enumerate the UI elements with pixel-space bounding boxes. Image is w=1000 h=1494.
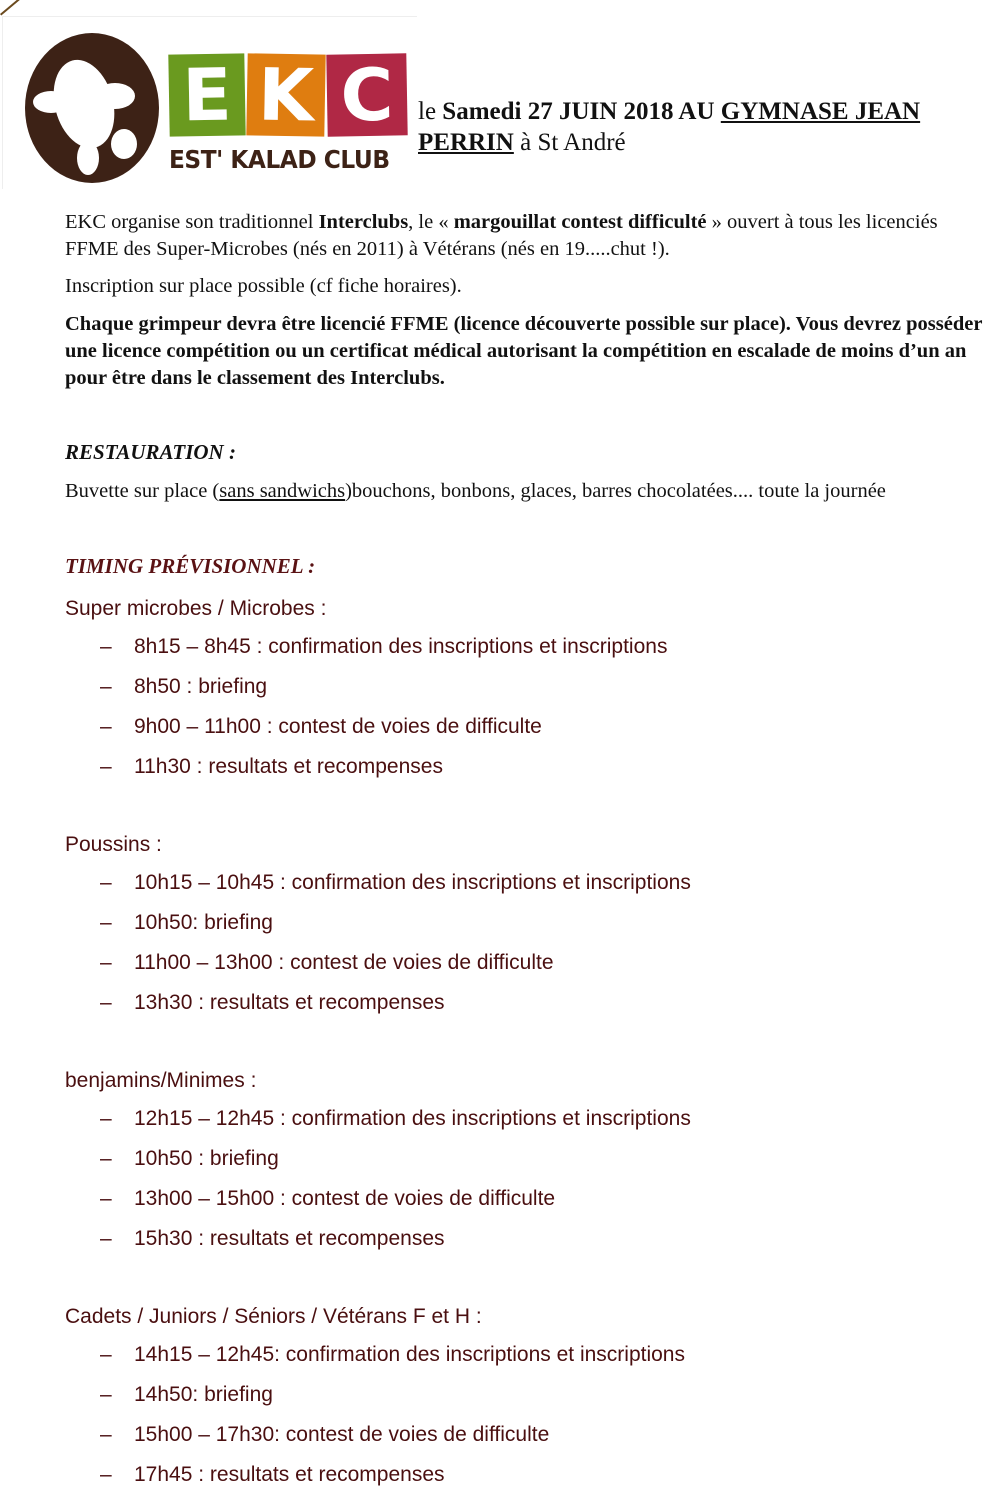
schedule-item xyxy=(100,715,542,739)
dash-bullet-icon: – xyxy=(100,1107,112,1130)
schedule-item xyxy=(100,911,273,935)
dash-bullet-icon: – xyxy=(100,991,112,1014)
contest-name: margouillat contest difficulté xyxy=(453,211,707,233)
license-requirement: Chaque grimpeur devra être licencié FFME (licence découverte possible sur place). Vous devrez posséder une licence compétition ou un certificat médical autorisant la compétition en escalade de moins d’un an pour être dans le classement des Interclubs. xyxy=(65,313,983,389)
gecko-emblem-icon xyxy=(25,33,159,183)
dash-bullet-icon: – xyxy=(100,871,112,894)
schedule-item xyxy=(100,755,443,779)
schedule-item xyxy=(100,991,445,1015)
dash-bullet-icon: – xyxy=(100,1227,112,1250)
logo-letter-e: E xyxy=(168,53,245,136)
schedule-item xyxy=(100,1463,445,1487)
dash-bullet-icon: – xyxy=(100,1463,112,1486)
dash-bullet-icon: – xyxy=(100,911,112,934)
schedule-item xyxy=(100,1383,273,1407)
schedule-text: 8h15 – 8h45 : confirmation des inscriptions et inscriptions xyxy=(134,635,668,658)
event-city: à St André xyxy=(513,129,626,156)
restauration-text-a: Buvette sur place ( xyxy=(65,480,220,502)
logo-letter-k: K xyxy=(246,53,325,136)
schedule-item xyxy=(100,1107,691,1131)
intro-text: » ouvert à tous les licenciés FFME des Super-Microbes (nés en 2011) à Vétérans (nés en 19.....chut !). xyxy=(65,211,938,260)
intro-text: EKC organise son traditionnel xyxy=(65,211,319,233)
dash-bullet-icon: – xyxy=(100,1343,112,1366)
schedule-text: 10h15 – 10h45 : confirmation des inscriptions et inscriptions xyxy=(134,871,691,894)
schedule-item xyxy=(100,1147,279,1171)
schedule-text: 15h30 : resultats et recompenses xyxy=(134,1227,445,1250)
schedule-text: 11h00 – 13h00 : contest de voies de difficulte xyxy=(134,951,554,974)
dash-bullet-icon: – xyxy=(100,715,112,738)
schedule-text: 10h50 : briefing xyxy=(134,1147,279,1170)
schedule-item xyxy=(100,635,667,659)
dash-bullet-icon: – xyxy=(100,755,112,778)
group-title: Super microbes / Microbes : xyxy=(65,597,327,620)
group-title: benjamins/Minimes : xyxy=(65,1069,257,1092)
schedule-text: 13h00 – 15h00 : contest de voies de difficulte xyxy=(134,1187,556,1210)
dash-bullet-icon: – xyxy=(100,1383,112,1406)
logo-tagline: EST' KALAD CLUB xyxy=(169,145,390,174)
schedule-text: 8h50 : briefing xyxy=(134,675,268,698)
intro-paragraph xyxy=(65,209,990,263)
ekc-logo xyxy=(2,16,417,189)
restauration-heading: RESTAURATION : xyxy=(65,440,236,464)
group-title: Poussins : xyxy=(65,833,162,856)
schedule-text: 10h50: briefing xyxy=(134,911,273,934)
schedule-text: 12h15 – 12h45 : confirmation des inscriptions et inscriptions xyxy=(134,1107,691,1130)
schedule-item xyxy=(100,1423,549,1447)
event-venue: GYMNASE JEAN PERRIN xyxy=(418,98,921,156)
schedule-text: 11h30 : resultats et recompenses xyxy=(134,755,443,778)
schedule-item xyxy=(100,871,691,895)
group-title: Cadets / Juniors / Séniors / Vétérans F et H : xyxy=(65,1305,482,1328)
schedule-item xyxy=(100,675,267,699)
schedule-item xyxy=(100,951,554,975)
schedule-text: 15h00 – 17h30: contest de voies de difficulte xyxy=(134,1423,550,1446)
timing-heading: TIMING PRÉVISIONNEL : xyxy=(65,554,316,578)
event-date: Samedi 27 JUIN 2018 AU xyxy=(442,98,721,125)
schedule-text: 9h00 – 11h00 : contest de voies de difficulte xyxy=(134,715,542,738)
title-prefix: le xyxy=(418,98,443,125)
dash-bullet-icon: – xyxy=(100,951,112,974)
inscription-note: Inscription sur place possible (cf fiche horaires). xyxy=(65,275,462,297)
intro-interclubs: Interclubs xyxy=(318,211,409,233)
schedule-text: 14h15 – 12h45: confirmation des inscriptions et inscriptions xyxy=(134,1343,685,1366)
dash-bullet-icon: – xyxy=(100,675,112,698)
event-title xyxy=(418,96,988,158)
no-sandwich-note: sans sandwichs xyxy=(219,480,346,502)
logo-letter-c: C xyxy=(326,53,407,136)
restauration-text xyxy=(65,478,990,505)
dash-bullet-icon: – xyxy=(100,1423,112,1446)
dash-bullet-icon: – xyxy=(100,1147,112,1170)
schedule-item xyxy=(100,1187,555,1211)
dash-bullet-icon: – xyxy=(100,635,112,658)
dash-bullet-icon: – xyxy=(100,1187,112,1210)
intro-text: , le « xyxy=(408,211,454,233)
schedule-item xyxy=(100,1227,445,1251)
restauration-text-c: )bouchons, bonbons, glaces, barres chocolatées.... toute la journée xyxy=(345,480,886,502)
schedule-text: 14h50: briefing xyxy=(134,1383,273,1406)
schedule-item xyxy=(100,1343,685,1367)
schedule-text: 13h30 : resultats et recompenses xyxy=(134,991,445,1014)
corner-mark xyxy=(0,0,21,16)
schedule-text: 17h45 : resultats et recompenses xyxy=(134,1463,445,1486)
